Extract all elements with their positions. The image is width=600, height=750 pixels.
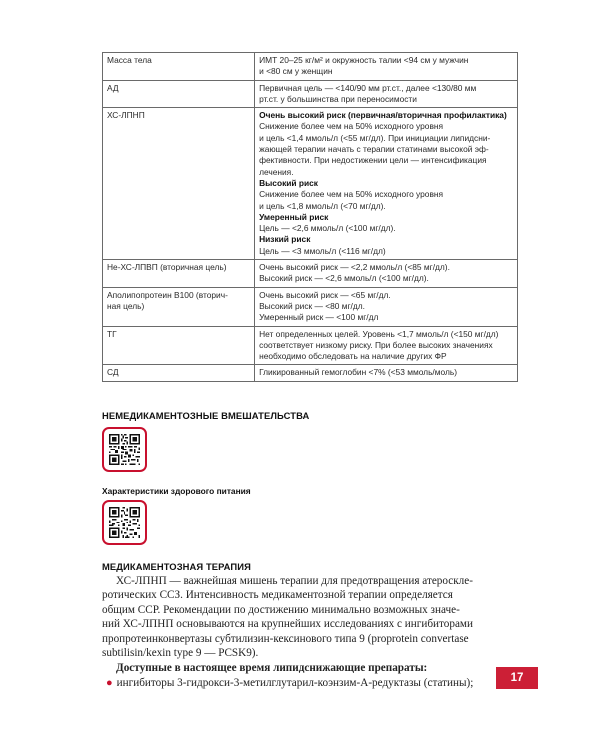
row-value: ИМТ 20–25 кг/м² и окружность талии <94 см у мужчин и <80 см у женщин: [255, 53, 518, 81]
table-row: [103, 326, 518, 365]
row-value: Нет определенных целей. Уровень <1,7 ммоль/л (<150 мг/дл) соответствует низкому риску. При более высоких значениях необходимо обследовать на наличие других ФР: [255, 326, 518, 365]
therapy-paragraph: ХС-ЛПНП — важнейшая мишень терапии для предотвращения атероскле- ротических ССЗ. Интенсивность медикаментозной терапии определяется общим ССР. Рекомендации по достижению минимально возможных значе- ний ХС-ЛПНП основываются на крупнейших исследованиях с ингибиторами пропротеинконвертазы субтилизин-кексинового типа 9 (proprotein convertase subtilisin/kexin type 9 — PCSK9).: [102, 575, 473, 660]
drugs-heading: Доступные в настоящее время липидснижающие препараты:: [116, 662, 428, 674]
subheading-healthy-nutrition: Характеристики здорового питания: [102, 486, 251, 496]
table-row: [103, 80, 518, 108]
table-row: [103, 287, 518, 326]
section-heading-nonpharm: НЕМЕДИКАМЕНТОЗНЫЕ ВМЕШАТЕЛЬСТВА: [102, 410, 310, 421]
list-item: ● ингибиторы 3-гидрокси-3-метилглутарил-коэнзим-А-редуктазы (статины);: [106, 677, 474, 689]
bullet-icon: ●: [106, 677, 113, 689]
row-label: ХС-ЛПНП: [103, 108, 255, 260]
row-label: Не-ХС-ЛПВП (вторичная цель): [103, 260, 255, 288]
row-value: Первичная цель — <140/90 мм рт.ст., далее <130/80 мм рт.ст. у большинства при переносимости: [255, 80, 518, 108]
row-label: Аполипопротеин В100 (вторич- ная цель): [103, 287, 255, 326]
qr-code-nonpharm[interactable]: [102, 427, 147, 472]
row-label: АД: [103, 80, 255, 108]
row-value: Очень высокий риск — <2,2 ммоль/л (<85 мг/дл). Высокий риск — <2,6 ммоль/л (<100 мг/дл).: [255, 260, 518, 288]
row-label: СД: [103, 365, 255, 381]
row-label: Масса тела: [103, 53, 255, 81]
qr-code-icon: [109, 434, 140, 465]
page-number: 17: [496, 667, 538, 689]
table-row: [103, 53, 518, 81]
targets-table: [102, 52, 518, 382]
row-value: Очень высокий риск (первичная/вторичная профилактика) Снижение более чем на 50% исходного уровня и цель <1,4 ммоль/л (<55 мг/дл). При инициации липидсни- жающей терапии начать с терапии статинами высокой эф- фективности. При недостижении цели — интенсификация лечения. Высокий риск Снижение более чем на 50% исходного уровня и цель <1,8 ммоль/л (<70 мг/дл). Умеренный риск Цель — <2,6 ммоль/л (<100 мг/дл). Низкий риск Цель — <3 ммоль/л (<116 мг/дл): [255, 108, 518, 260]
row-label: ТГ: [103, 326, 255, 365]
section-heading-pharm: МЕДИКАМЕНТОЗНАЯ ТЕРАПИЯ: [102, 561, 251, 572]
table-row: [103, 108, 518, 260]
row-value: Очень высокий риск — <65 мг/дл. Высокий риск — <80 мг/дл. Умеренный риск — <100 мг/дл: [255, 287, 518, 326]
table-row: [103, 260, 518, 288]
table-row: [103, 365, 518, 381]
qr-code-healthy-nutrition[interactable]: [102, 500, 147, 545]
qr-code-icon: [109, 507, 140, 538]
row-value: Гликированный гемоглобин <7% (<53 ммоль/моль): [255, 365, 518, 381]
